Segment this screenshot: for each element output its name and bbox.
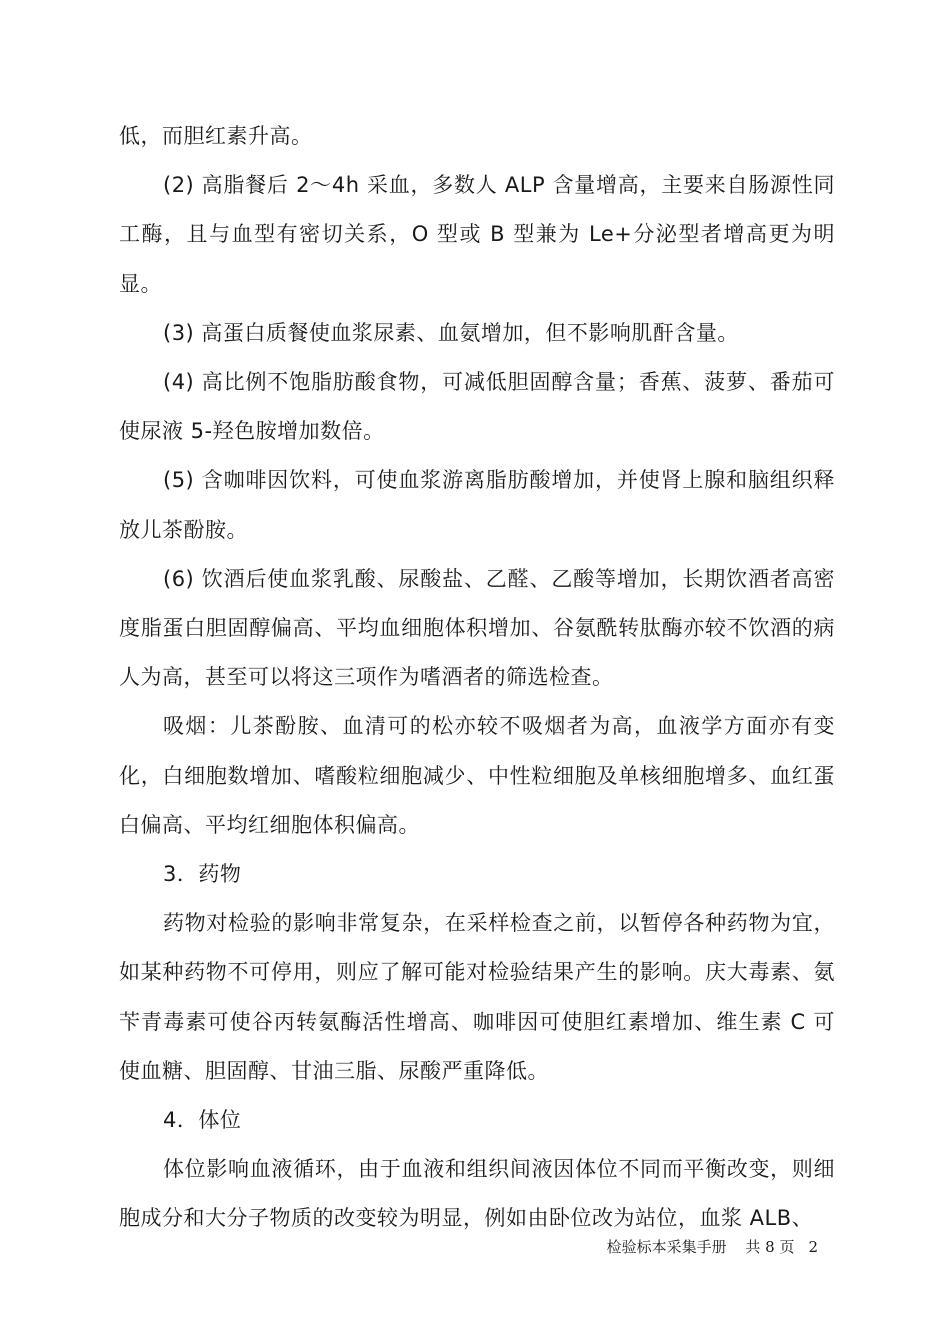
paragraph-high-fat-meal: (2) 高脂餐后 2～4h 采血，多数人 ALP 含量增高，主要来自肠源性同工酶，且与血型有密切关系，O 型或 B 型兼为 Le+分泌型者增高更为明显。 <box>119 173 835 296</box>
paragraph-caffeine: (5) 含咖啡因饮料，可使血浆游离脂肪酸增加，并使肾上腺和脑组织释放儿茶酚胺。 <box>119 468 835 542</box>
footer-total-pages: 共 8 页 <box>745 1238 795 1256</box>
paragraph-alcohol: (6) 饮酒后使血浆乳酸、尿酸盐、乙醛、乙酸等增加，长期饮酒者高密度脂蛋白胆固醇偏高、平均血细胞体积增加、谷氨酰转肽酶亦较不饮酒的病人为高，甚至可以将这三项作为嗜酒者的筛选检查。 <box>119 566 835 690</box>
paragraph-continuation: 低，而胆红素升高。 <box>119 124 313 148</box>
footer-title: 检验标本采集手册 <box>606 1238 727 1256</box>
paragraph-smoking: 吸烟：儿茶酚胺、血清可的松亦较不吸烟者为高，血液学方面亦有变化，白细胞数增加、嗜酸粒细胞减少、中性粒细胞及单核细胞增多、血红蛋白偏高、平均红细胞体积偏高。 <box>119 714 835 837</box>
paragraph-high-protein-meal: (3) 高蛋白质餐使血浆尿素、血氨增加，但不影响肌酐含量。 <box>163 320 739 345</box>
paragraph-drugs: 药物对检验的影响非常复杂，在采样检查之前，以暂停各种药物为宜，如某种药物不可停用，则应了解可能对检验结果产生的影响。庆大毒素、氨苄青毒素可使谷丙转氨酶活性增高、咖啡因可使胆红素增加、维生素 C 可使血糖、胆固醇、甘油三脂、尿酸严重降低。 <box>119 911 835 1083</box>
paragraph-unsaturated-fat: (4) 高比例不饱脂肪酸食物，可减低胆固醇含量；香蕉、菠萝、番茄可使尿液 5-羟色胺增加数倍。 <box>119 370 835 444</box>
section-heading-drugs: 3．药物 <box>163 862 242 887</box>
paragraph-posture: 体位影响血液循环，由于血液和组织间液因体位不同而平衡改变，则细胞成分和大分子物质的改变较为明显，例如由卧位改为站位，血浆 ALB、 <box>119 1157 835 1231</box>
section-heading-posture: 4．体位 <box>163 1108 242 1133</box>
footer-page-number: 2 <box>808 1238 818 1256</box>
page-footer <box>0 1236 818 1257</box>
body-text <box>119 112 835 1244</box>
